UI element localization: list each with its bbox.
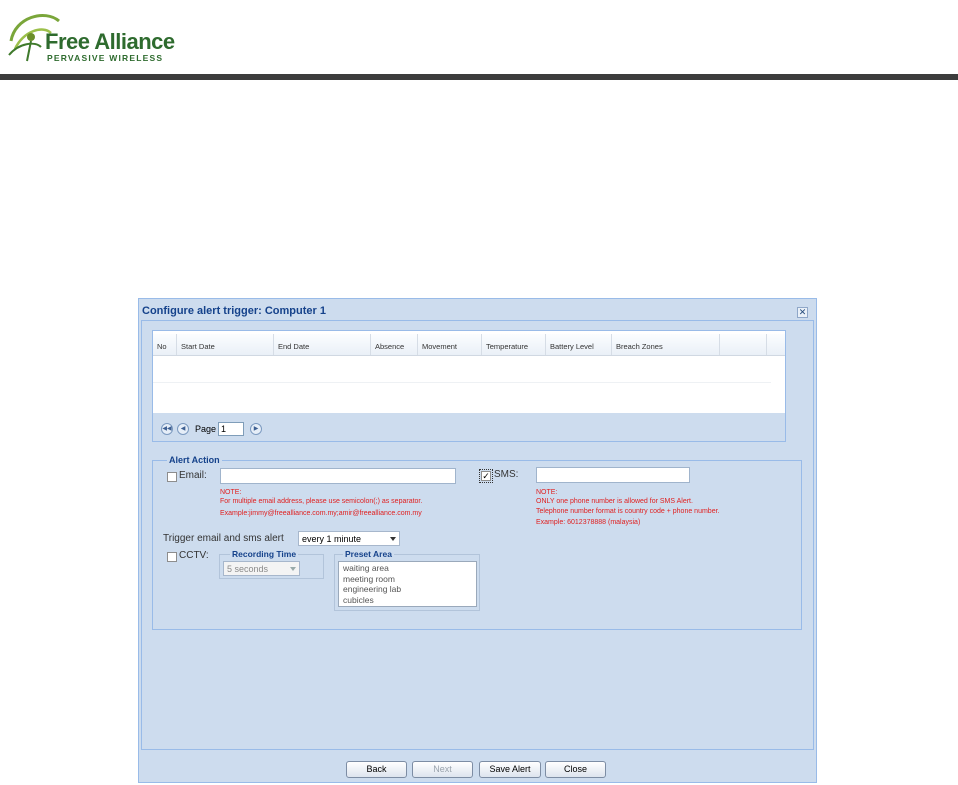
grid-header (153, 334, 785, 356)
alert-action-fieldset (152, 455, 802, 630)
list-item[interactable]: meeting room (343, 573, 395, 584)
configure-alert-dialog (138, 298, 817, 783)
header-divider (0, 74, 958, 80)
next-button[interactable]: Next (412, 761, 473, 778)
email-note-separator: For multiple email address, please use semicolon(;) as separator. (220, 498, 423, 505)
column-extra[interactable] (720, 334, 767, 355)
sms-label: SMS: (494, 469, 519, 480)
brand-name: Free Alliance (45, 29, 175, 54)
page-number-input[interactable]: 1 (218, 422, 244, 436)
close-icon[interactable]: ✕ (798, 307, 807, 317)
alert-action-legend: Alert Action (169, 455, 220, 465)
preset-area-fieldset (334, 549, 480, 611)
email-label: Email: (179, 470, 207, 481)
brand-tagline: PERVASIVE WIRELESS (47, 53, 164, 63)
back-button[interactable]: Back (346, 761, 407, 778)
recording-time-fieldset (219, 549, 324, 579)
column-no[interactable]: No (153, 334, 177, 355)
column-absence[interactable]: Absence (371, 334, 418, 355)
trigger-alert-label: Trigger email and sms alert (163, 533, 284, 544)
column-scroll-spacer (767, 334, 785, 355)
sms-note-example: Example: 6012378888 (malaysia) (536, 519, 641, 526)
sms-note-single-number: ONLY one phone number is allowed for SMS Alert. (536, 498, 693, 505)
next-page-icon[interactable]: ▶ (250, 423, 262, 435)
cctv-label: CCTV: (179, 550, 209, 561)
list-item[interactable]: waiting area (343, 563, 389, 573)
chevron-down-icon (290, 567, 296, 571)
table-row (153, 382, 771, 383)
list-item[interactable]: engineering lab (343, 584, 402, 594)
column-temperature[interactable]: Temperature (482, 334, 546, 355)
cctv-checkbox[interactable] (167, 552, 177, 562)
dialog-body (141, 320, 814, 750)
preset-area-list[interactable] (338, 561, 477, 607)
recording-time-select[interactable] (223, 561, 300, 576)
page-label: Page (195, 424, 217, 434)
sms-field[interactable] (536, 467, 690, 483)
email-note-example: Example:jimmy@freealliance.com.my;amir@freealliance.com.my (220, 510, 422, 517)
recording-time-legend: Recording Time (232, 549, 297, 559)
email-field[interactable] (220, 468, 456, 484)
list-item[interactable]: cubicles (343, 594, 374, 605)
brand-logo (5, 3, 175, 65)
email-note-title: NOTE: (220, 489, 242, 496)
trigger-interval-value: every 1 minute (302, 534, 362, 544)
sms-checkbox[interactable]: ✓ (482, 471, 490, 481)
column-breach-zones[interactable]: Breach Zones (612, 334, 720, 355)
email-checkbox[interactable] (167, 472, 177, 482)
column-start-date[interactable]: Start Date (177, 334, 274, 355)
alert-grid (153, 331, 785, 413)
sms-note-format: Telephone number format is country code + phone number. (536, 508, 720, 515)
grid-pager (161, 421, 266, 437)
dialog-title: Configure alert trigger: Computer 1 (142, 305, 326, 317)
sms-note-title: NOTE: (536, 489, 558, 496)
chevron-down-icon (390, 537, 396, 541)
column-battery-level[interactable]: Battery Level (546, 334, 612, 355)
prev-page-icon[interactable]: ◀ (177, 423, 189, 435)
column-end-date[interactable]: End Date (274, 334, 371, 355)
close-button[interactable]: Close (545, 761, 606, 778)
recording-time-value: 5 seconds (227, 564, 269, 574)
first-page-icon[interactable]: ◀◀ (161, 423, 173, 435)
preset-area-legend: Preset Area (345, 549, 392, 559)
alert-grid-panel (152, 330, 786, 442)
save-alert-button[interactable]: Save Alert (479, 761, 541, 778)
column-movement[interactable]: Movement (418, 334, 482, 355)
trigger-interval-select[interactable] (298, 531, 400, 546)
